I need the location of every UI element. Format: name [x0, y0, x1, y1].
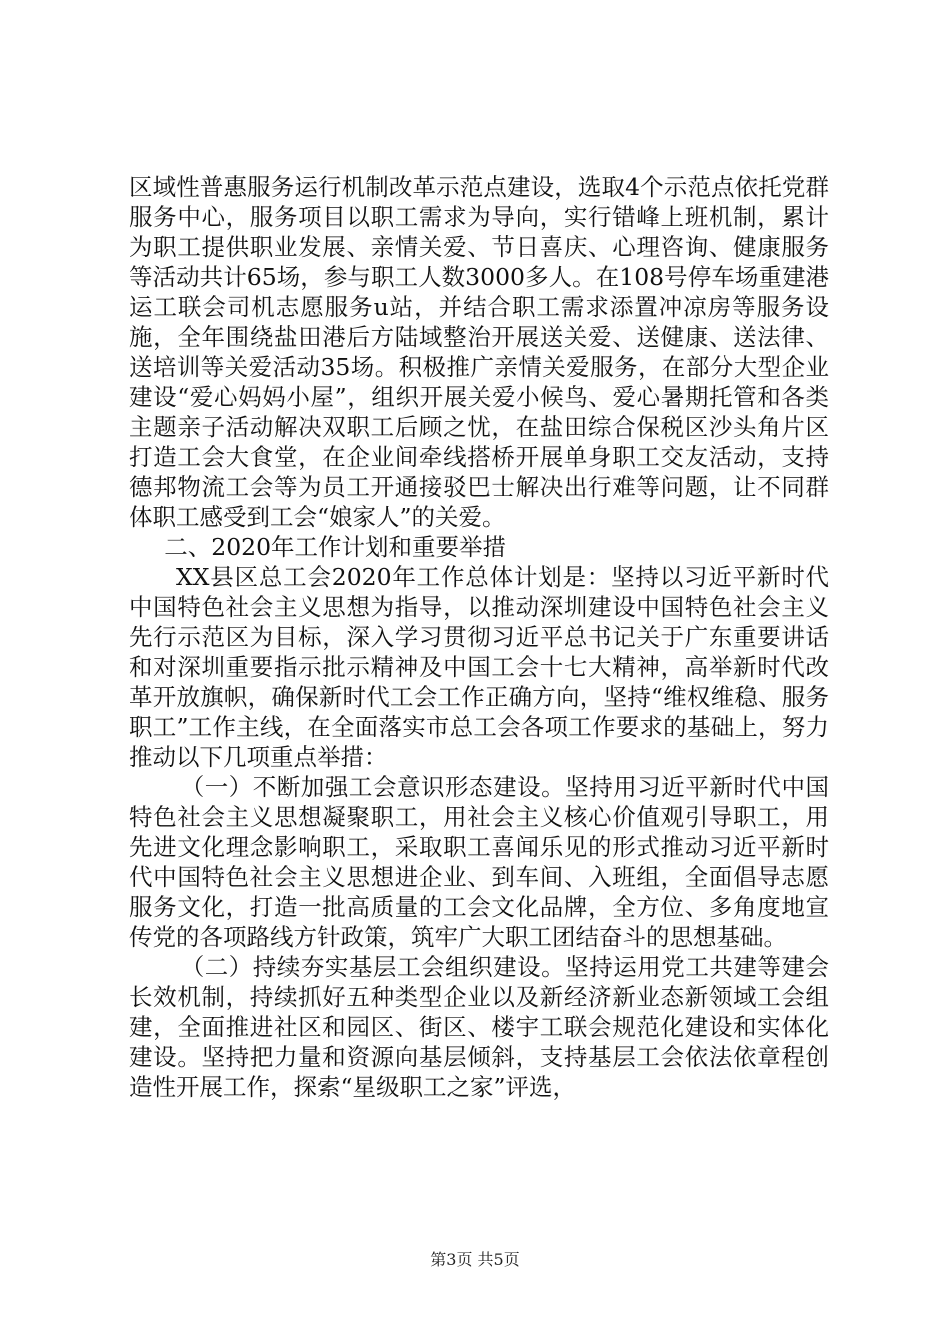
paragraph-overall-plan: XX县区总工会2020年工作总体计划是：坚持以习近平新时代中国特色社会主义思想为指导，以推动深圳建设中国特色社会主义先行示范区为目标，深入学习贯彻习近平总书记关于广东重要讲话和对深圳重要指示批示精神及中国工会十七大精神，高举新时代改革开放旗帜，确保新时代工会工作正确方向，坚持“维权维稳、服务职工”工作主线，在全面落实市总工会各项工作要求的基础上，努力推动以下几项重点举措：: [129, 563, 829, 771]
section-heading-2020-plan: 二、2020年工作计划和重要举措: [164, 533, 507, 561]
paragraph-ideology-building: （一）不断加强工会意识形态建设。坚持用习近平新时代中国特色社会主义思想凝聚职工，用社会主义核心价值观引导职工，用先进文化理念影响职工，采取职工喜闻乐见的形式推动习近平新时代中国特色社会主义思想进企业、到车间、入班组，全面倡导志愿服务文化，打造一批高质量的工会文化品牌，全方位、多角度地宣传党的各项路线方针政策，筑牢广大职工团结奋斗的思想基础。: [129, 773, 829, 951]
document-body: [129, 172, 829, 1102]
page-number-footer: 第3页 共5页: [430, 1250, 520, 1269]
paragraph-grassroots-organization: （二）持续夯实基层工会组织建设。坚持运用党工共建等建会长效机制，持续抓好五种类型企业以及新经济新业态新领域工会组建，全面推进社区和园区、街区、楼宇工联会规范化建设和实体化建设。坚持把力量和资源向基层倾斜，支持基层工会依法依章程创造性开展工作，探索“星级职工之家”评选，: [129, 953, 829, 1101]
paragraph-service-mechanism: 区域性普惠服务运行机制改革示范点建设，选取4个示范点依托党群服务中心，服务项目以职工需求为导向，实行错峰上班机制，累计为职工提供职业发展、亲情关爱、节日喜庆、心理咨询、健康服务等活动共计65场，参与职工人数3000多人。在108号停车场重建港运工联会司机志愿服务u站，并结合职工需求添置冲凉房等服务设施，全年围绕盐田港后方陆域整治开展送关爱、送健康、送法律、送培训等关爱活动35场。积极推广亲情关爱服务，在部分大型企业建设“爱心妈妈小屋”，组织开展关爱小候鸟、爱心暑期托管和各类主题亲子活动解决双职工后顾之忧，在盐田综合保税区沙头角片区打造工会大食堂，在企业间牵线搭桥开展单身职工交友活动，支持德邦物流工会等为员工开通接驳巴士解决出行难等问题，让不同群体职工感受到工会“娘家人”的关爱。: [129, 173, 829, 531]
